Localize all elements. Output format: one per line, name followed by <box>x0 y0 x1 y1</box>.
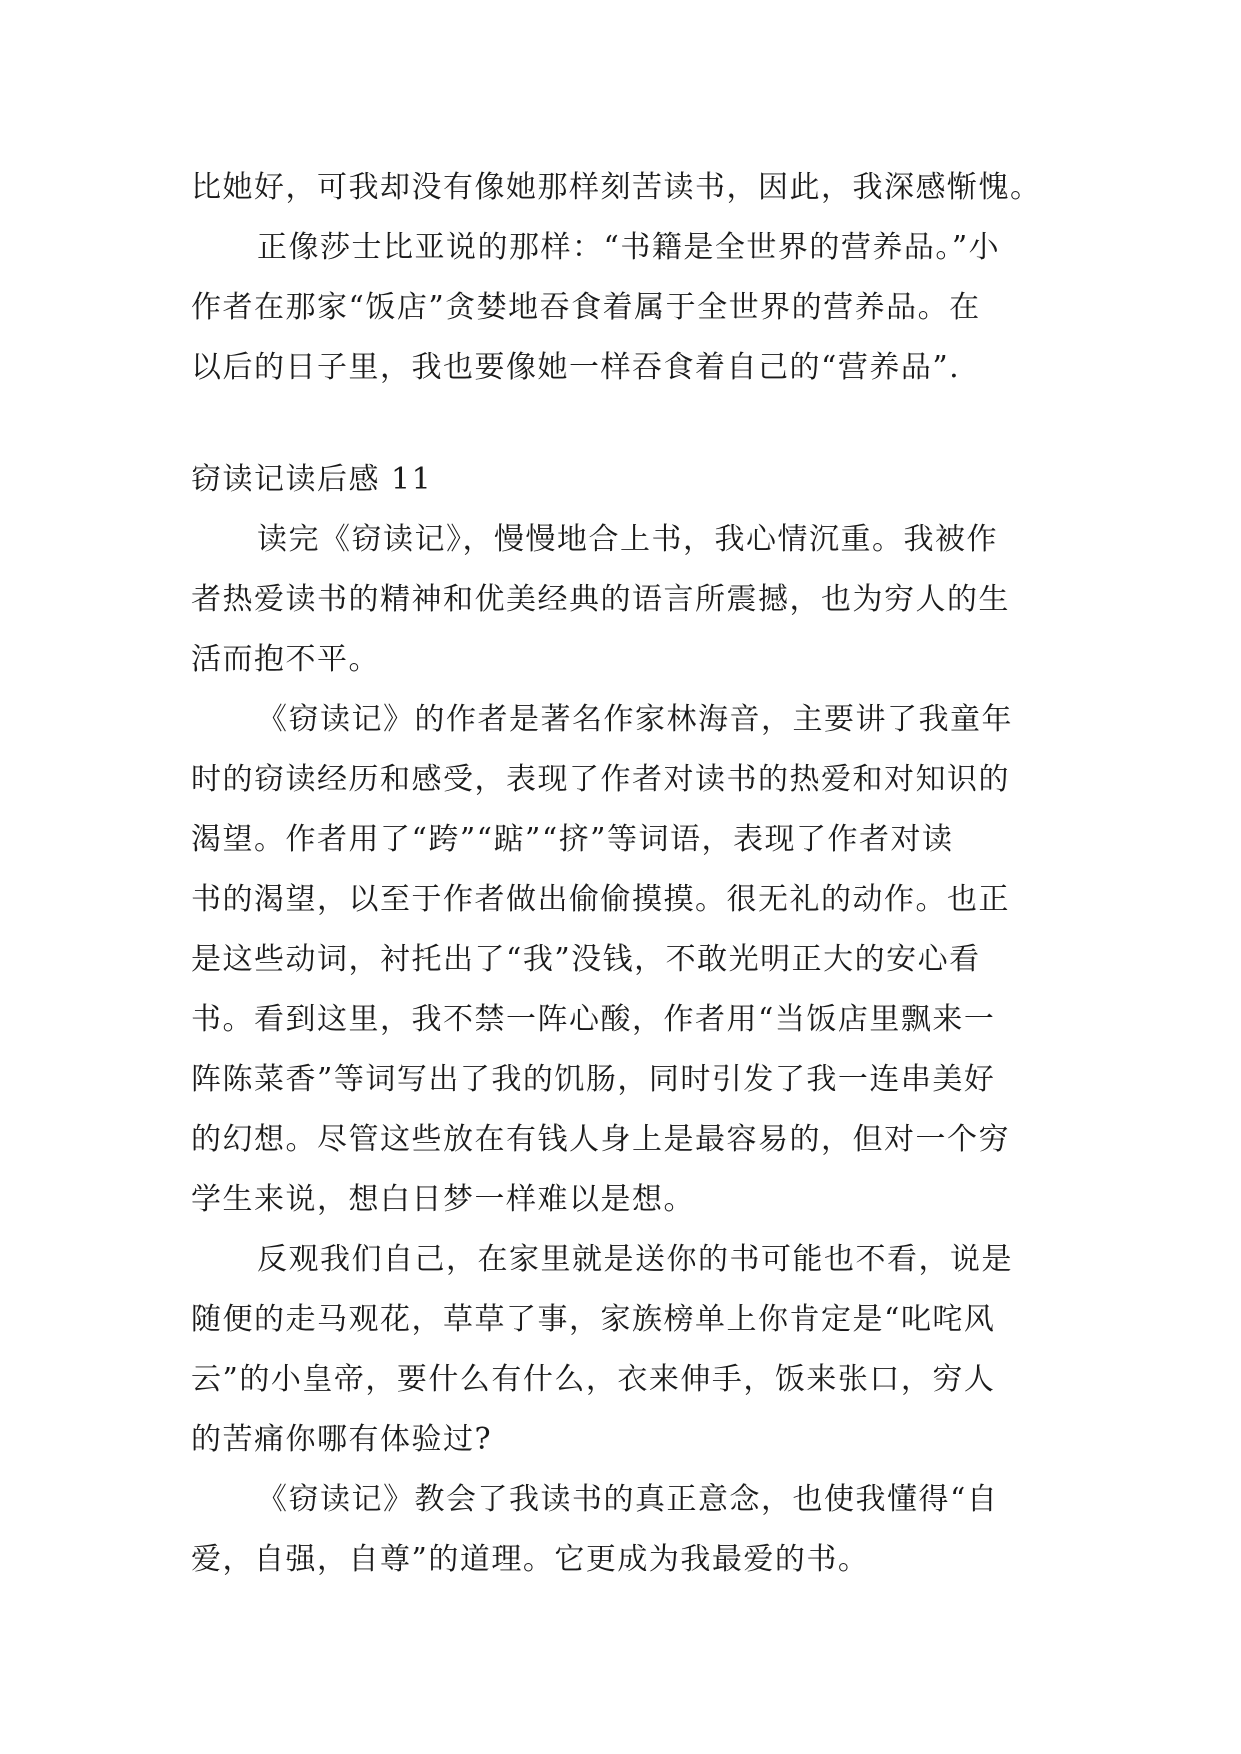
text-line: 反观我们自己，在家里就是送你的书可能也不看，说是 <box>257 1242 1013 1277</box>
section-title: 窃读记读后感 11 <box>191 462 433 497</box>
text-line: 的幻想。尽管这些放在有钱人身上是最容易的，但对一个穷 <box>191 1122 1010 1157</box>
text-line: 比她好，可我却没有像她那样刻苦读书，因此，我深感惭愧。 <box>191 170 1042 205</box>
section-paragraph-2 <box>191 690 1051 1230</box>
text-line: 爱，自强，自尊”的道理。它更成为我最爱的书。 <box>191 1542 870 1577</box>
text-line: 云”的小皇帝，要什么有什么，衣来伸手，饭来张口，穷人 <box>191 1362 996 1397</box>
text-line: 以后的日子里，我也要像她一样吞食着自己的“营养品”. <box>191 350 961 385</box>
text-line: 者热爱读书的精神和优美经典的语言所震撼，也为穷人的生 <box>191 582 1010 617</box>
text-line: 《窃读记》的作者是著名作家林海音，主要讲了我童年 <box>257 702 1013 737</box>
text-line: 渴望。作者用了“跨”“踮”“挤”等词语，表现了作者对读 <box>191 822 954 857</box>
text-line: 活而抱不平。 <box>191 642 380 677</box>
text-line: 随便的走马观花，草草了事，家族榜单上你肯定是“叱咤风 <box>191 1302 996 1337</box>
section-paragraph-4 <box>191 1470 1051 1590</box>
document-page <box>191 158 1051 1590</box>
text-line: 书。看到这里，我不禁一阵心酸，作者用“当饭店里飘来一 <box>191 1002 996 1037</box>
section-spacer <box>191 398 1051 450</box>
text-line: 书的渴望，以至于作者做出偷偷摸摸。很无礼的动作。也正 <box>191 882 1010 917</box>
text-line: 的苦痛你哪有体验过? <box>191 1422 493 1457</box>
text-line: 是这些动词，衬托出了“我”没钱，不敢光明正大的安心看 <box>191 942 981 977</box>
text-line: 学生来说，想白日梦一样难以是想。 <box>191 1182 695 1217</box>
text-line: 读完《窃读记》，慢慢地合上书，我心情沉重。我被作 <box>257 522 998 557</box>
intro-paragraph-2 <box>191 218 1051 398</box>
text-line: 《窃读记》教会了我读书的真正意念，也使我懂得“自 <box>257 1482 999 1517</box>
text-line: 作者在那家“饭店”贪婪地吞食着属于全世界的营养品。在 <box>191 290 981 325</box>
intro-paragraph-1 <box>191 158 1051 218</box>
section-paragraph-1 <box>191 510 1051 690</box>
section-paragraph-3 <box>191 1230 1051 1470</box>
text-line: 时的窃读经历和感受，表现了作者对读书的热爱和对知识的 <box>191 762 1010 797</box>
text-line: 阵陈菜香”等词写出了我的饥肠，同时引发了我一连串美好 <box>191 1062 996 1097</box>
text-line: 正像莎士比亚说的那样：“书籍是全世界的营养品。”小 <box>257 230 1001 265</box>
